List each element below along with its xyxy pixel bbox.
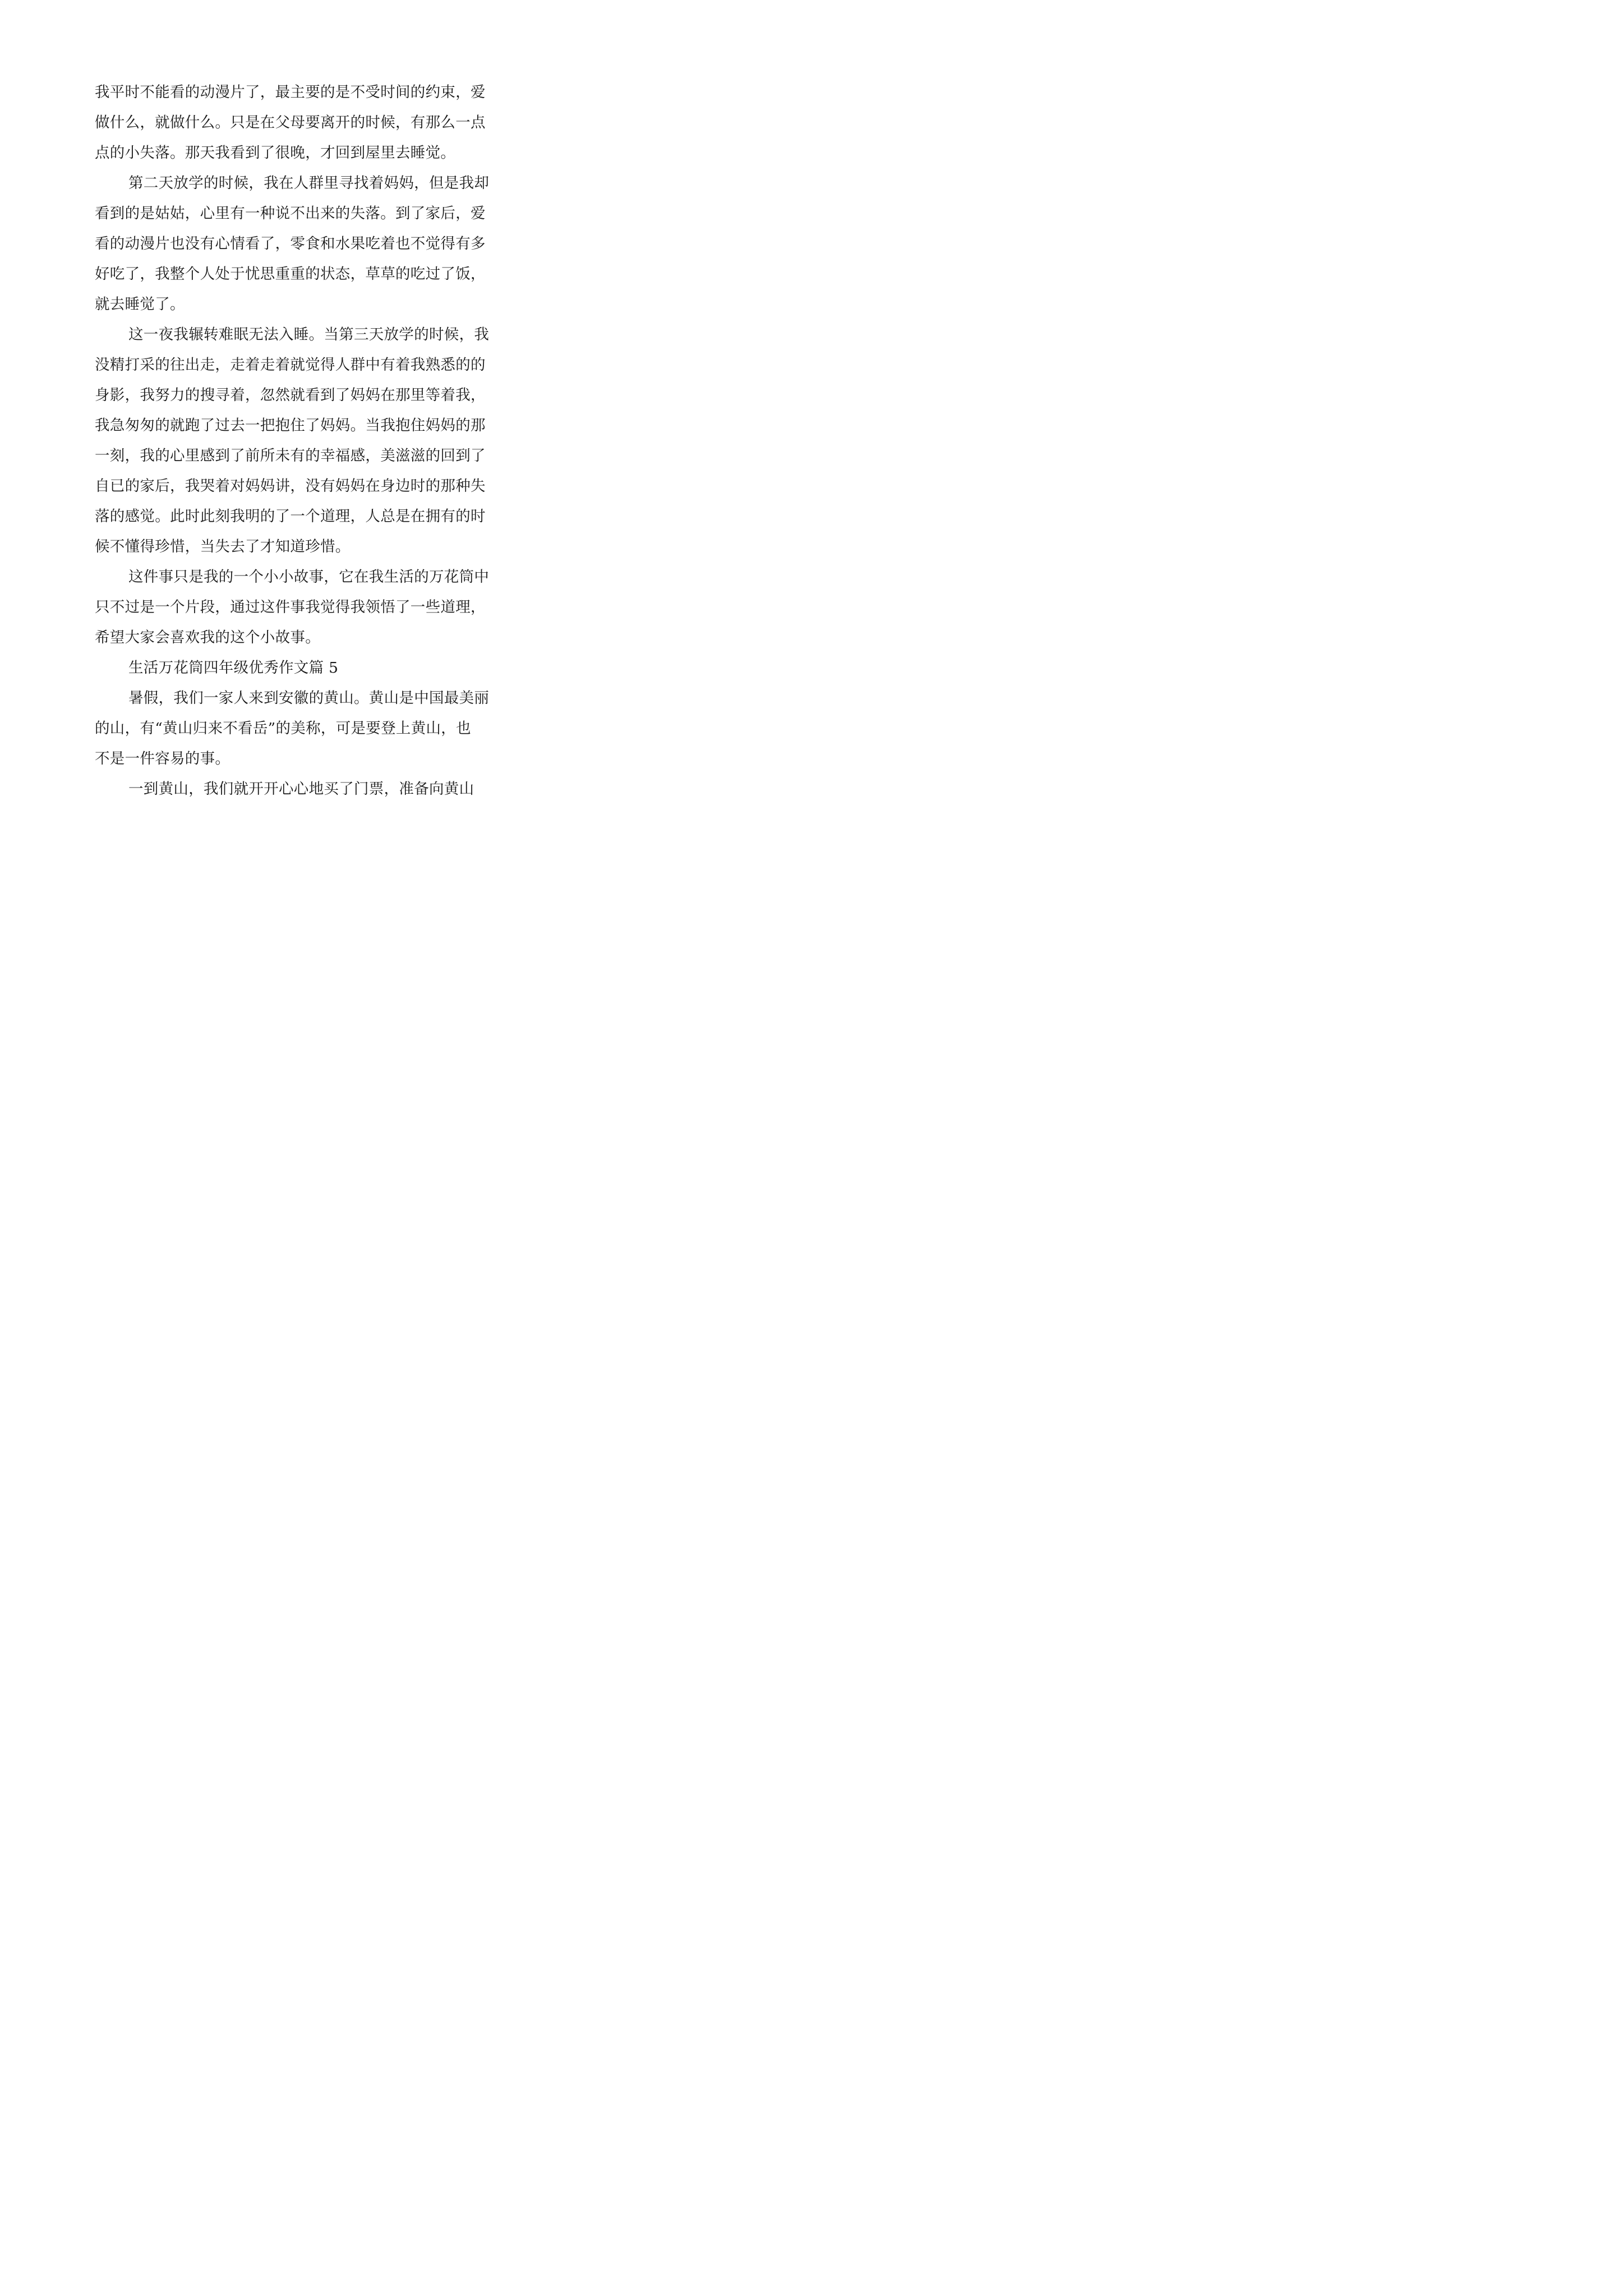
text-line: 的山，有“黄山归来不看岳”的美称，可是要登上黄山，也: [95, 720, 471, 737]
text-line: 点的小失落。那天我看到了很晚，才回到屋里去睡觉。: [95, 144, 456, 162]
document-page: [0, 0, 615, 870]
text-line: 看到的是姑姑，心里有一种说不出来的失落。到了家后，爱: [95, 205, 486, 222]
text-line: 落的感觉。此时此刻我明的了一个道理，人总是在拥有的时: [95, 508, 486, 525]
paragraph-first-line: 暑假，我们一家人来到安徽的黄山。黄山是中国最美丽: [128, 689, 490, 707]
paragraph-first-line: 一到黄山，我们就开开心心地买了门票，准备向黄山: [128, 780, 474, 798]
text-line: 只不过是一个片段，通过这件事我觉得我领悟了一些道理，: [95, 599, 486, 616]
text-line: 好吃了，我整个人处于忧思重重的状态，草草的吃过了饭，: [95, 265, 486, 283]
text-line: 看的动漫片也没有心情看了，零食和水果吃着也不觉得有多: [95, 235, 486, 252]
text-line: 我急匆匆的就跑了过去一把抱住了妈妈。当我抱住妈妈的那: [95, 417, 486, 434]
text-line: 不是一件容易的事。: [95, 750, 230, 767]
paragraph-first-line: 第二天放学的时候，我在人群里寻找着妈妈，但是我却: [128, 174, 490, 192]
text-line: 自已的家后，我哭着对妈妈讲，没有妈妈在身边时的那种失: [95, 477, 486, 495]
text-line: 身影，我努力的搜寻着，忽然就看到了妈妈在那里等着我，: [95, 386, 486, 404]
text-line: 候不懂得珍惜，当失去了才知道珍惜。: [95, 538, 351, 555]
text-line: 就去睡觉了。: [95, 296, 185, 313]
text-line: 我平时不能看的动漫片了，最主要的是不受时间的约束，爱: [95, 84, 486, 101]
paragraph-first-line: 这一夜我辗转难眠无法入睡。当第三天放学的时候，我: [128, 326, 490, 343]
text-line: 做什么，就做什么。只是在父母要离开的时候，有那么一点: [95, 114, 486, 131]
text-line: 没精打采的往出走，走着走着就觉得人群中有着我熟悉的的: [95, 356, 486, 374]
text-line: 一刻，我的心里感到了前所未有的幸福感，美滋滋的回到了: [95, 447, 486, 464]
paragraph-first-line: 这件事只是我的一个小小故事，它在我生活的万花筒中: [128, 568, 490, 586]
section-heading: 生活万花筒四年级优秀作文篇 5: [128, 659, 339, 677]
text-line: 希望大家会喜欢我的这个小故事。: [95, 629, 320, 646]
